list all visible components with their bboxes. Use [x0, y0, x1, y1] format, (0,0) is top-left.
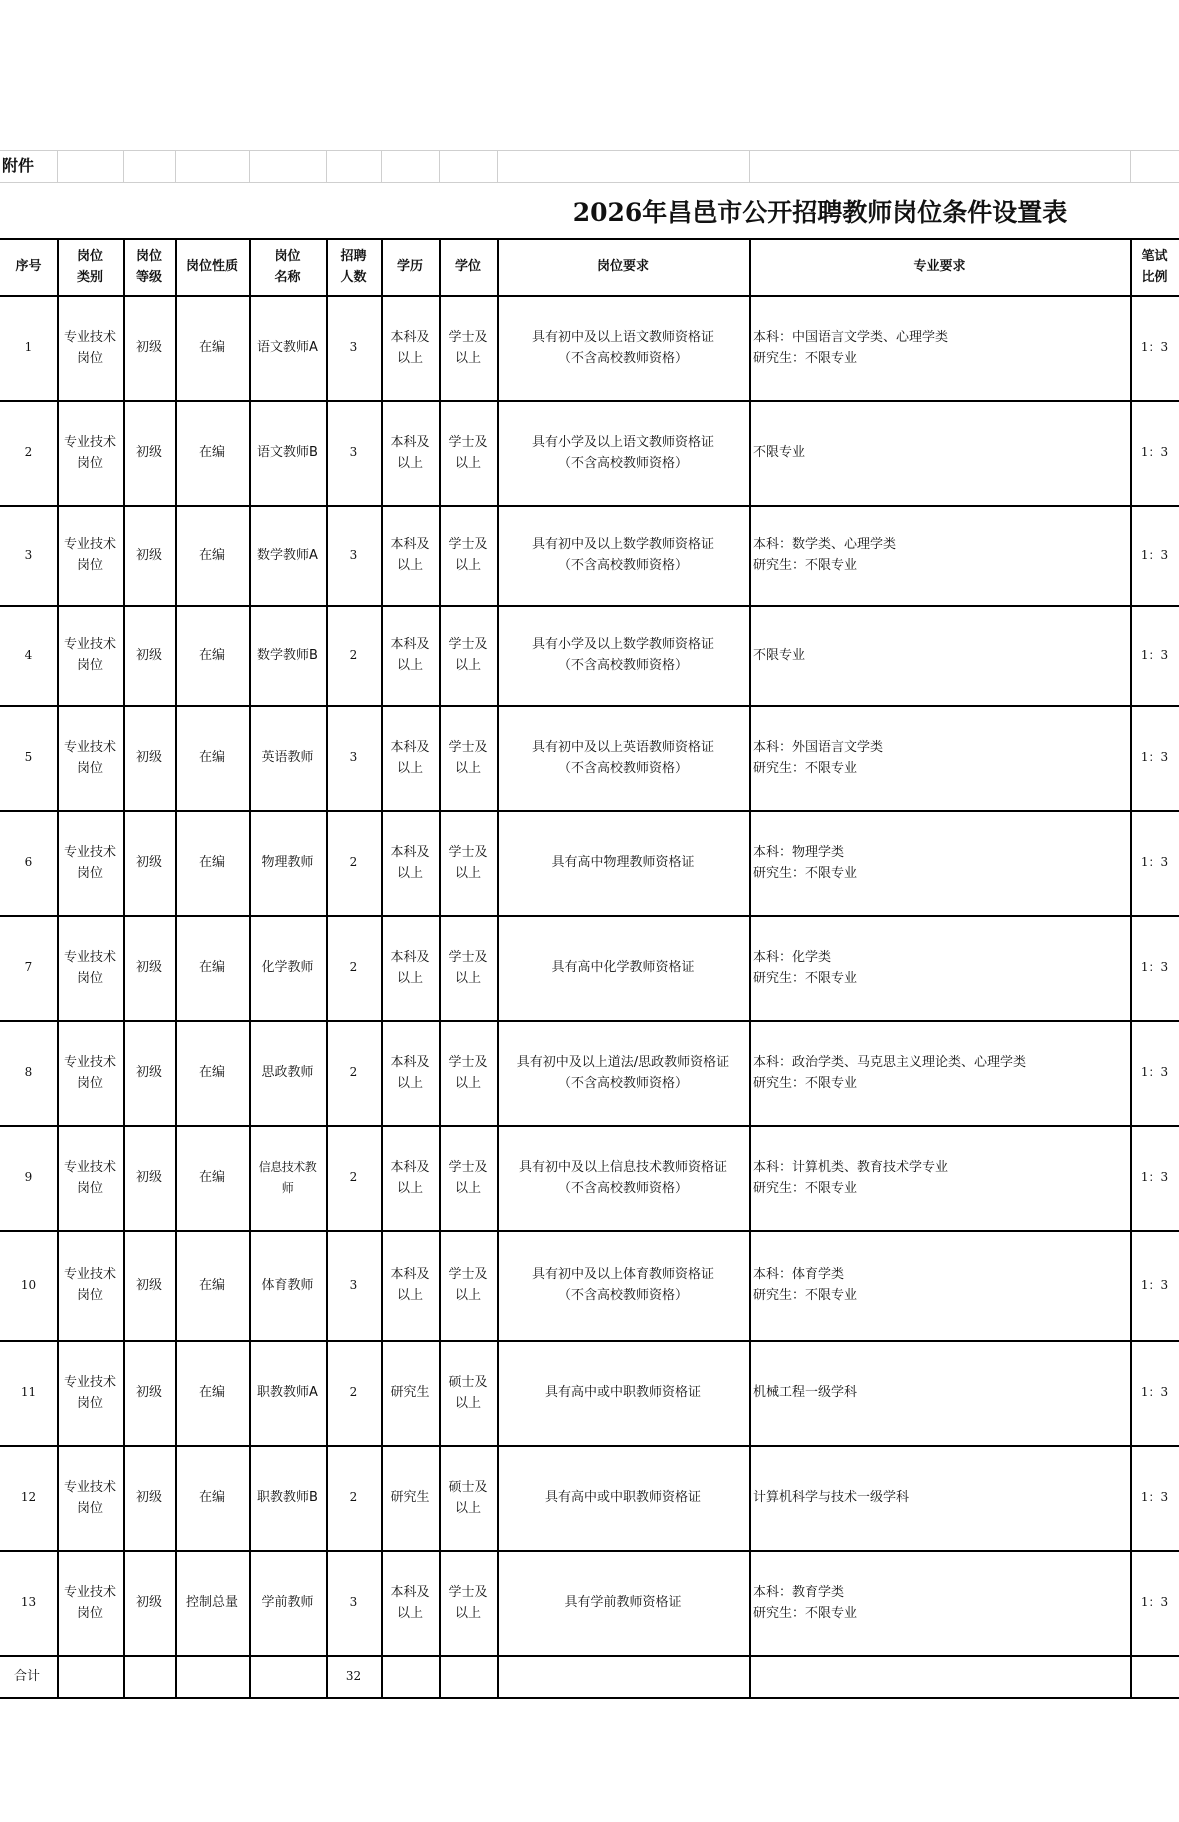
table-cell-job-requirement: 具有初中及以上英语教师资格证 （不含高校教师资格） — [531, 739, 714, 776]
table-cell-level: 初级 — [135, 547, 162, 563]
table-cell-exam-ratio: 1：3 — [1140, 855, 1169, 869]
table-cell-major-requirement: 本科：外国语言文学类 研究生：不限专业 — [753, 739, 884, 776]
table-cell-position-name: 职教教师A — [257, 1385, 318, 1400]
table-cell-exam-ratio: 1：3 — [1140, 1065, 1169, 1079]
table-cell-education: 本科及 以上 — [390, 637, 430, 673]
table-cell-major-requirement: 本科：体育学类 研究生：不限专业 — [753, 1267, 858, 1303]
table-cell-position-name: 物理教师 — [261, 855, 314, 870]
sheet-gridline-v — [1130, 150, 1131, 182]
table-cell-hire-count: 3 — [349, 547, 358, 562]
table-cell-nature: 在编 — [198, 750, 225, 765]
table-cell-seq: 7 — [24, 960, 33, 974]
table-cell-hire-count: 2 — [349, 1065, 358, 1079]
table-cell-job-requirement: 具有高中或中职教师资格证 — [544, 1385, 701, 1400]
table-cell-education: 本科及 以上 — [390, 739, 430, 776]
table-cell-exam-ratio: 1：3 — [1140, 1490, 1169, 1504]
table-cell-education: 本科及 以上 — [390, 537, 430, 573]
header-seq: 序号 — [15, 259, 42, 274]
table-cell-category: 专业技术 岗位 — [63, 844, 116, 881]
table-cell-exam-ratio: 1：3 — [1140, 1277, 1169, 1292]
table-cell-major-requirement: 本科：政治学类、马克思主义理论类、心理学类 研究生：不限专业 — [753, 1054, 1027, 1091]
table-cell-degree: 学士及 以上 — [448, 844, 488, 881]
table-cell-job-requirement: 具有初中及以上数学教师资格证 （不含高校教师资格） — [531, 537, 714, 573]
table-cell-nature: 在编 — [198, 1385, 225, 1400]
table-cell-major-requirement: 本科：计算机类、教育技术学专业 研究生：不限专业 — [753, 1159, 949, 1196]
table-cell-education: 本科及 以上 — [390, 1159, 430, 1196]
table-cell-degree: 硕士及 以上 — [448, 1374, 488, 1411]
page-title: 2026年昌邑市公开招聘教师岗位条件设置表 — [572, 198, 1068, 227]
table-cell-level: 初级 — [135, 1277, 162, 1293]
table-cell-category: 专业技术 岗位 — [63, 1054, 116, 1091]
table-cell-level: 初级 — [135, 340, 162, 355]
table-cell-category: 专业技术 岗位 — [63, 949, 116, 986]
table-cell-hire-count: 3 — [349, 750, 358, 764]
table-cell-seq: 3 — [24, 547, 33, 562]
table-cell-major-requirement: 本科：化学类 研究生：不限专业 — [753, 949, 858, 986]
table-cell-level: 初级 — [135, 750, 162, 765]
table-cell-hire-count: 2 — [349, 647, 358, 662]
sheet-gridline-v — [123, 150, 124, 182]
table-cell-seq: 6 — [24, 855, 33, 869]
table-cell-nature: 在编 — [198, 1170, 225, 1185]
header-position-name: 岗位 名称 — [274, 248, 301, 285]
table-cell-nature: 控制总量 — [185, 1595, 238, 1610]
table-cell-exam-ratio: 1：3 — [1140, 340, 1169, 354]
header-education: 学历 — [396, 259, 423, 274]
table-cell-category: 专业技术 岗位 — [63, 329, 116, 366]
table-cell-job-requirement: 具有小学及以上语文教师资格证 （不含高校教师资格） — [531, 434, 714, 471]
table-cell-education: 本科及 以上 — [390, 949, 430, 986]
table-cell-education: 本科及 以上 — [390, 844, 430, 881]
table-border-h — [0, 1655, 1179, 1657]
sheet-gridline-v — [439, 150, 440, 182]
table-cell-position-name: 数学教师B — [257, 647, 318, 663]
table-cell-major-requirement: 不限专业 — [753, 445, 806, 460]
header-major-requirement: 专业要求 — [913, 259, 966, 274]
table-cell-level: 初级 — [135, 960, 162, 975]
table-cell-level: 初级 — [135, 1065, 162, 1080]
total-count: 32 — [345, 1668, 362, 1683]
table-cell-seq: 4 — [24, 647, 33, 662]
table-cell-degree: 硕士及 以上 — [448, 1479, 488, 1516]
table-cell-degree: 学士及 以上 — [448, 1267, 488, 1303]
table-cell-exam-ratio: 1：3 — [1140, 960, 1169, 974]
table-cell-major-requirement: 本科：教育学类 研究生：不限专业 — [753, 1584, 858, 1621]
table-cell-job-requirement: 具有高中物理教师资格证 — [551, 855, 695, 870]
header-level: 岗位 等级 — [135, 248, 162, 285]
table-cell-seq: 12 — [20, 1490, 37, 1504]
table-cell-education: 本科及 以上 — [390, 1584, 430, 1621]
sheet-gridline-h — [0, 182, 1179, 183]
table-cell-seq: 9 — [24, 1170, 33, 1184]
total-label: 合计 — [14, 1668, 41, 1684]
header-nature: 岗位性质 — [185, 259, 238, 274]
table-cell-hire-count: 3 — [349, 1595, 358, 1609]
table-cell-major-requirement: 机械工程一级学科 — [753, 1385, 858, 1400]
table-cell-seq: 10 — [20, 1277, 37, 1292]
table-cell-job-requirement: 具有高中或中职教师资格证 — [544, 1490, 701, 1505]
table-cell-exam-ratio: 1：3 — [1140, 647, 1169, 662]
table-cell-nature: 在编 — [198, 647, 225, 663]
table-cell-education: 研究生 — [390, 1385, 430, 1400]
table-cell-hire-count: 3 — [349, 340, 358, 354]
sheet-gridline-h — [0, 150, 1179, 151]
header-hire-count: 招聘 人数 — [340, 248, 367, 285]
table-cell-seq: 13 — [20, 1595, 37, 1609]
table-cell-education: 本科及 以上 — [390, 434, 430, 471]
sheet-gridline-v — [249, 150, 250, 182]
table-cell-major-requirement: 计算机科学与技术一级学科 — [753, 1490, 910, 1505]
table-cell-degree: 学士及 以上 — [448, 537, 488, 573]
table-cell-degree: 学士及 以上 — [448, 949, 488, 986]
table-cell-nature: 在编 — [198, 340, 225, 355]
table-cell-hire-count: 3 — [349, 445, 358, 459]
table-cell-nature: 在编 — [198, 855, 225, 870]
table-cell-position-name: 思政教师 — [261, 1065, 314, 1080]
table-cell-degree: 学士及 以上 — [448, 637, 488, 673]
table-cell-position-name: 英语教师 — [261, 750, 314, 765]
table-cell-exam-ratio: 1：3 — [1140, 1385, 1169, 1399]
sheet-gridline-v — [381, 150, 382, 182]
table-cell-degree: 学士及 以上 — [448, 1054, 488, 1091]
table-cell-category: 专业技术 岗位 — [63, 1267, 116, 1303]
table-cell-position-name: 信息技术教 师 — [258, 1159, 317, 1195]
table-cell-level: 初级 — [135, 1170, 162, 1185]
table-cell-nature: 在编 — [198, 960, 225, 975]
table-cell-exam-ratio: 1：3 — [1140, 1595, 1169, 1609]
table-cell-category: 专业技术 岗位 — [63, 434, 116, 471]
table-cell-position-name: 体育教师 — [261, 1277, 314, 1293]
table-cell-major-requirement: 本科：数学类、心理学类 研究生：不限专业 — [753, 537, 897, 573]
sheet-gridline-v — [749, 150, 750, 182]
table-cell-education: 本科及 以上 — [390, 329, 430, 366]
table-cell-seq: 5 — [24, 750, 33, 764]
table-cell-nature: 在编 — [198, 445, 225, 460]
table-cell-seq: 8 — [24, 1065, 33, 1079]
table-cell-seq: 1 — [24, 340, 33, 354]
table-cell-category: 专业技术 岗位 — [63, 1159, 116, 1196]
sheet-gridline-v — [497, 150, 498, 182]
table-cell-hire-count: 3 — [349, 1277, 358, 1292]
sheet-gridline-v — [175, 150, 176, 182]
table-cell-degree: 学士及 以上 — [448, 1584, 488, 1621]
table-cell-exam-ratio: 1：3 — [1140, 547, 1169, 562]
table-cell-exam-ratio: 1：3 — [1140, 750, 1169, 764]
table-cell-level: 初级 — [135, 1490, 162, 1505]
table-cell-degree: 学士及 以上 — [448, 1159, 488, 1196]
table-cell-position-name: 职教教师B — [257, 1490, 318, 1505]
header-job-requirement: 岗位要求 — [596, 259, 649, 274]
table-cell-job-requirement: 具有高中化学教师资格证 — [551, 960, 695, 975]
table-cell-hire-count: 2 — [349, 1385, 358, 1399]
sheet-gridline-v — [326, 150, 327, 182]
table-cell-degree: 学士及 以上 — [448, 434, 488, 471]
header-exam-ratio: 笔试 比例 — [1141, 248, 1168, 285]
table-cell-job-requirement: 具有学前教师资格证 — [564, 1595, 682, 1610]
table-cell-level: 初级 — [135, 445, 162, 460]
table-cell-job-requirement: 具有初中及以上语文教师资格证 （不含高校教师资格） — [531, 329, 714, 366]
table-cell-position-name: 数学教师A — [257, 547, 318, 563]
table-cell-nature: 在编 — [198, 1065, 225, 1080]
table-cell-nature: 在编 — [198, 547, 225, 563]
table-cell-education: 本科及 以上 — [390, 1054, 430, 1091]
table-cell-level: 初级 — [135, 647, 162, 663]
table-cell-category: 专业技术 岗位 — [63, 1374, 116, 1411]
table-cell-education: 本科及 以上 — [390, 1267, 430, 1303]
header-degree: 学位 — [454, 259, 481, 274]
table-cell-position-name: 语文教师A — [257, 340, 318, 355]
table-cell-degree: 学士及 以上 — [448, 329, 488, 366]
table-cell-category: 专业技术 岗位 — [63, 1479, 116, 1516]
table-cell-major-requirement: 本科：物理学类 研究生：不限专业 — [753, 844, 858, 881]
table-cell-exam-ratio: 1：3 — [1140, 1170, 1169, 1184]
table-cell-hire-count: 2 — [349, 1170, 358, 1184]
table-border-h — [0, 1697, 1179, 1699]
table-cell-education: 研究生 — [390, 1490, 430, 1505]
table-cell-degree: 学士及 以上 — [448, 739, 488, 776]
table-cell-major-requirement: 本科：中国语言文学类、心理学类 研究生：不限专业 — [753, 329, 949, 366]
sheet-gridline-v — [57, 150, 58, 182]
table-cell-hire-count: 2 — [349, 1490, 358, 1504]
table-cell-nature: 在编 — [198, 1277, 225, 1293]
table-cell-job-requirement: 具有初中及以上信息技术教师资格证 （不含高校教师资格） — [518, 1159, 727, 1196]
table-cell-category: 专业技术 岗位 — [63, 1584, 116, 1621]
table-cell-level: 初级 — [135, 855, 162, 870]
table-cell-position-name: 化学教师 — [261, 960, 314, 975]
table-cell-category: 专业技术 岗位 — [63, 739, 116, 776]
table-cell-exam-ratio: 1：3 — [1140, 445, 1169, 459]
table-cell-level: 初级 — [135, 1595, 162, 1610]
table-cell-category: 专业技术 岗位 — [63, 537, 116, 573]
header-category: 岗位 类别 — [76, 248, 103, 285]
table-cell-major-requirement: 不限专业 — [753, 647, 806, 663]
attachment-label: 附件 — [2, 156, 35, 175]
table-cell-job-requirement: 具有初中及以上道法/思政教师资格证 （不含高校教师资格） — [516, 1054, 730, 1091]
table-cell-category: 专业技术 岗位 — [63, 637, 116, 673]
table-cell-job-requirement: 具有小学及以上数学教师资格证 （不含高校教师资格） — [531, 637, 714, 673]
table-cell-seq: 2 — [24, 445, 33, 459]
table-cell-nature: 在编 — [198, 1490, 225, 1505]
table-cell-level: 初级 — [135, 1385, 162, 1400]
table-cell-hire-count: 2 — [349, 960, 358, 974]
table-cell-position-name: 语文教师B — [257, 445, 318, 460]
table-cell-job-requirement: 具有初中及以上体育教师资格证 （不含高校教师资格） — [531, 1267, 714, 1303]
table-cell-position-name: 学前教师 — [261, 1595, 314, 1610]
table-cell-seq: 11 — [20, 1385, 37, 1399]
table-cell-hire-count: 2 — [349, 855, 358, 869]
